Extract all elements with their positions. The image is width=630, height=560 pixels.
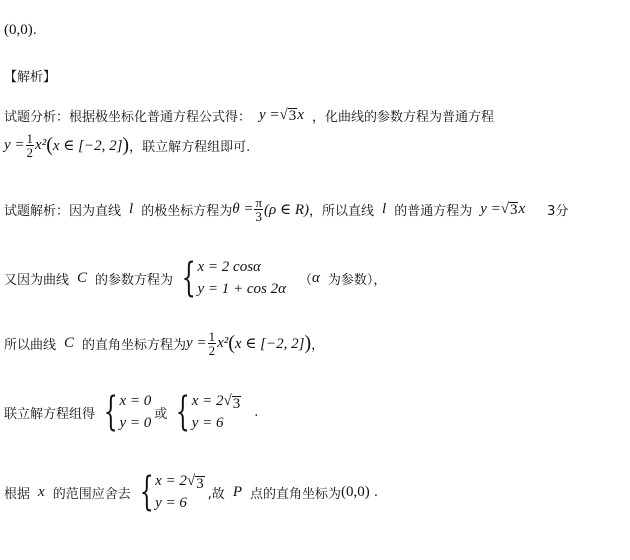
text: 又因为曲线 [4, 272, 70, 288]
sqrt-3: √ 3 [500, 201, 518, 218]
text: x = 0 [119, 393, 152, 409]
text: y = 0 [119, 415, 152, 431]
solution-line-4: 联立解方程组得 { x = 0 y = 0 或 { x = 2 √ 3 y = 6 . [4, 389, 259, 435]
analysis-mid: ，化曲线的参数方程为普通方程 [311, 110, 494, 125]
text: x = 2 [191, 393, 224, 409]
text: ,故 [207, 486, 225, 502]
answer-point: (0,0) [4, 22, 33, 38]
var-l: l [382, 201, 387, 217]
eq-y-lhs: y = [259, 107, 280, 123]
analysis-line-1 [4, 106, 494, 125]
text: 联立解方程组得 [4, 406, 96, 422]
var-C: C [77, 269, 88, 286]
x-squared: x² [35, 137, 47, 153]
analysis-tail: ，联立解方程组即可. [129, 140, 251, 155]
var-x: x [38, 483, 45, 500]
text: 所以曲线 [4, 338, 57, 353]
text: ，所以直线 [309, 204, 375, 219]
text: y = 6 [191, 415, 224, 431]
analysis-line-2: y = $\frac{1}{2}$ x² ( x ∈ [−2, 2] ) ，联立解方程组即可. [4, 131, 251, 160]
var-l: l [129, 201, 134, 217]
heading-text: 【解析】 [4, 70, 57, 85]
answer-suffix: . [32, 23, 37, 38]
origin-point: (0,0) [341, 483, 370, 500]
analysis-label: 试题分析：根据极坐标化普通方程公式得： [4, 110, 252, 125]
text: （ [299, 272, 313, 288]
text: 的极坐标方程为 [141, 204, 233, 219]
text: 或 [154, 406, 168, 422]
fraction-half: $\frac{1}{2}$ [26, 131, 34, 160]
score: 3分 [547, 204, 569, 219]
text: y = 6 [155, 495, 187, 511]
text: x² [217, 335, 229, 351]
solution-line-2 [4, 256, 386, 300]
fraction-pi-3: $\frac{\pi}{3}$ [255, 195, 263, 224]
section-heading [4, 66, 56, 85]
eq-x: x [297, 107, 304, 123]
param-system: { x = 2 cosα y = 1 + cos 2α [181, 255, 287, 301]
text: 点的直角坐标为 [249, 486, 341, 502]
domain-range: x ∈ [−2, 2] [52, 138, 123, 154]
var-P: P [232, 483, 242, 500]
text: 的直角坐标方程为 [82, 338, 187, 353]
var-C: C [64, 335, 75, 351]
text: 的参数方程为 [95, 272, 174, 288]
answer-line [4, 22, 37, 39]
discard-system: { x = 2 √ 3 y = 6 [139, 469, 204, 515]
text: x ∈ [−2, 2] [234, 336, 305, 352]
solution-system-1: { x = 0 y = 0 [103, 389, 152, 435]
text: 根据 [4, 486, 31, 502]
solution-label: 试题解析：因为直线 [4, 204, 122, 219]
theta-lhs: θ = [232, 201, 254, 217]
text: 的普通方程为 [394, 204, 473, 219]
text: 的范围应舍去 [52, 486, 131, 502]
text: x = 2 [155, 473, 187, 489]
fraction-half: $\frac{1}{2}$ [208, 329, 216, 358]
solution-line-5: 根据 x 的范围应舍去 { x = 2 √ 3 y = 6 ,故 P 点的直角坐标为 (0,0) . [4, 469, 379, 515]
rho-in-R: (ρ ∈ R) [264, 202, 309, 218]
sqrt-3: √ 3 [279, 107, 297, 124]
param-x: x = 2 cosα [197, 259, 261, 275]
param-y: y = 1 + cos 2α [197, 281, 287, 297]
solution-line-1: 试题解析：因为直线 l 的极坐标方程为 θ = $\frac{\pi}{3}$ (ρ ∈ R) ，所以直线 l 的普通方程为 y = √ 3 x 3分 [4, 195, 569, 224]
text: 为参数）， [327, 272, 387, 288]
solution-line-3: 所以曲线 C 的直角坐标方程为 y = $\frac{1}{2}$ x² ( x ∈ [−2, 2] ) ， [4, 329, 325, 358]
alpha: α [312, 269, 320, 286]
solution-system-2: { x = 2 √ 3 y = 6 [175, 389, 241, 435]
